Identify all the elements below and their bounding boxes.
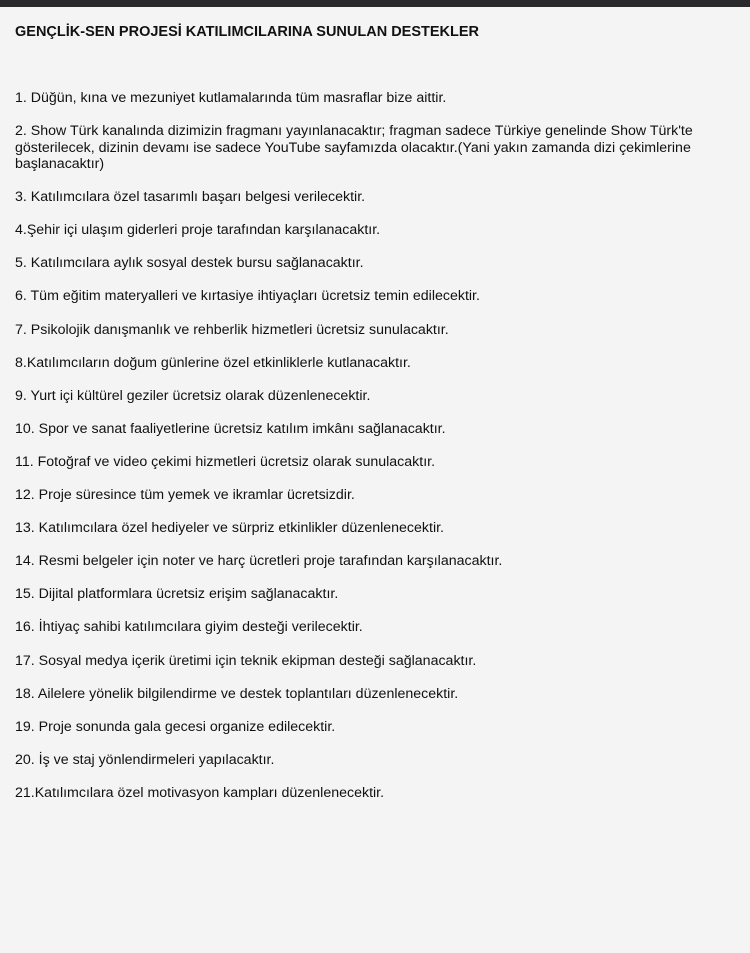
list-item: 20. İş ve staj yönlendirmeleri yapılacaktır. [15,751,275,768]
list-item: 3. Katılımcılara özel tasarımlı başarı belgesi verilecektir. [15,189,366,206]
list-item: 6. Tüm eğitim materyalleri ve kırtasiye ihtiyaçları ücretsiz temin edilecektir. [15,288,480,305]
list-item: 18. Ailelere yönelik bilgilendirme ve destek toplantıları düzenlenecektir. [15,685,459,702]
list-item: 19. Proje sonunda gala gecesi organize edilecektir. [15,718,336,735]
list-item: 7. Psikolojik danışmanlık ve rehberlik hizmetleri ücretsiz sunulacaktır. [15,321,449,338]
list-item: 13. Katılımcılara özel hediyeler ve sürpriz etkinlikler düzenlenecektir. [15,520,444,537]
list-item: 14. Resmi belgeler için noter ve harç ücretleri proje tarafından karşılanacaktır. [15,553,503,570]
list-item: 15. Dijital platformlara ücretsiz erişim sağlanacaktır. [15,586,339,603]
list-item: 8.Katılımcıların doğum günlerine özel etkinliklerle kutlanacaktır. [15,354,411,371]
list-item: 12. Proje süresince tüm yemek ve ikramlar ücretsizdir. [15,487,355,504]
list-item: 5. Katılımcılara aylık sosyal destek bursu sağlanacaktır. [15,255,364,272]
top-bar [0,0,750,7]
list-item: 9. Yurt içi kültürel geziler ücretsiz olarak düzenlenecektir. [15,387,371,404]
list-item: 1. Düğün, kına ve mezuniyet kutlamalarında tüm masraflar bize aittir. [15,90,447,106]
list-item: 2. Show Türk kanalında dizimizin fragmanı yayınlanacaktır; fragman sadece Türkiye genelinde Show Türk'te gösterilecek, dizinin devamı ise sadece YouTube sayfamızda olacaktır.(Yani yakın zamanda dizi çekimlerine başlanacaktır) [15,123,693,173]
list-item: 10. Spor ve sanat faaliyetlerine ücretsiz katılım imkânı sağlanacaktır. [15,420,446,437]
list-item: 4.Şehir içi ulaşım giderleri proje tarafından karşılanacaktır. [15,222,381,239]
list-item: 17. Sosyal medya içerik üretimi için teknik ekipman desteği sağlanacaktır. [15,652,477,669]
list-item: 16. İhtiyaç sahibi katılımcılara giyim desteği verilecektir. [15,619,363,636]
list-item: 11. Fotoğraf ve video çekimi hizmetleri ücretsiz olarak sunulacaktır. [15,453,436,470]
support-list [15,90,737,818]
document-title: GENÇLİK-SEN PROJESİ KATILIMCILARINA SUNULAN DESTEKLER [15,24,480,40]
document-body [15,24,737,801]
list-item: 21.Katılımcılara özel motivasyon kampları düzenlenecektir. [15,784,385,801]
